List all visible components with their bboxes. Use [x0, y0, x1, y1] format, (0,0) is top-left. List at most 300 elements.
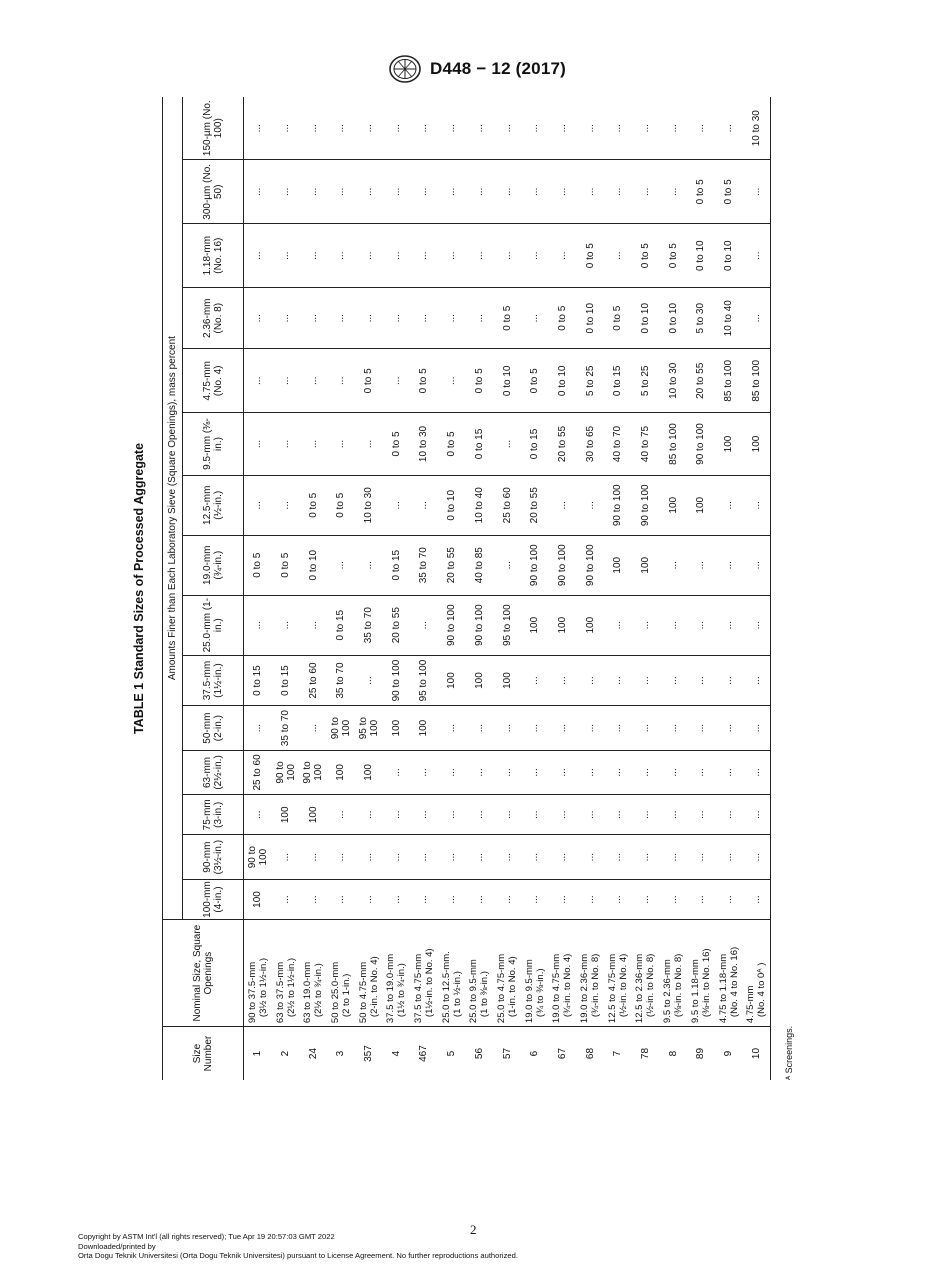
nominal-size-in: (No. 4 to 0ᴬ ) [756, 962, 768, 1018]
nominal-size-cell [355, 920, 383, 1027]
copyright-notice [78, 1232, 518, 1261]
nominal-size-header: Nominal Size, Square Openings [163, 920, 244, 1027]
size-number-cell: 67 [549, 1027, 577, 1080]
percent-cell: ... [244, 475, 272, 535]
table-row [410, 97, 438, 1080]
percent-cell: ... [363, 124, 375, 133]
percent-cell: ... [272, 475, 300, 535]
percent-cell: ... [521, 750, 549, 794]
nominal-size-in: (1½-in. to No. 4) [423, 948, 435, 1018]
table-row [604, 97, 632, 1080]
percent-cell: ... [299, 706, 327, 750]
percent-cell: ... [272, 224, 300, 288]
percent-cell: ... [382, 879, 410, 919]
nominal-size-mm: 50 to 25.0-mm [329, 961, 341, 1024]
sieve-header: 150-µm (No. 100) [183, 97, 244, 160]
percent-cell: 95 to 100 [355, 706, 383, 750]
percent-cell: 90 to 100 [244, 835, 272, 879]
percent-cell: 5 to 25 [632, 349, 660, 413]
percent-cell: ... [576, 475, 604, 535]
percent-cell: ... [493, 413, 521, 476]
percent-cell: ... [382, 835, 410, 879]
percent-cell: ... [632, 835, 660, 879]
percent-cell: ... [410, 795, 438, 835]
size-number-cell: 68 [576, 1027, 604, 1080]
percent-cell: ... [549, 795, 577, 835]
size-number-cell: 2 [272, 1027, 300, 1080]
percent-cell: 0 to 5 [327, 475, 355, 535]
page-number: 2 [470, 1222, 477, 1237]
page-header [388, 54, 566, 84]
aggregate-sizes-table [162, 97, 771, 1080]
percent-cell: ... [244, 706, 272, 750]
nominal-size-cell [604, 920, 632, 1027]
percent-cell: 90 to 100 [438, 595, 466, 655]
percent-cell: 0 to 5 [715, 160, 743, 224]
percent-cell: 100 [355, 750, 383, 794]
nominal-size-cell [382, 920, 410, 1027]
percent-cell: ... [521, 655, 549, 706]
percent-cell: ... [438, 224, 466, 288]
percent-cell: ... [742, 655, 770, 706]
percent-cell: ... [549, 224, 577, 288]
percent-cell: 0 to 5 [438, 413, 466, 476]
percent-cell: ... [715, 706, 743, 750]
percent-cell: 20 to 55 [687, 349, 715, 413]
percent-cell: ... [438, 160, 466, 224]
nominal-size-cell [632, 920, 660, 1027]
document-code: D448 − 12 (2017) [430, 59, 566, 78]
nominal-size-mm: 4.75 to 1.18-mm [717, 953, 729, 1024]
percent-cell: 90 to 100 [327, 706, 355, 750]
size-number-cell: 7 [604, 1027, 632, 1080]
percent-cell: ... [466, 795, 494, 835]
percent-cell: ... [446, 124, 458, 133]
percent-cell: 85 to 100 [715, 349, 743, 413]
percent-cell: ... [687, 535, 715, 595]
percent-cell: ... [549, 475, 577, 535]
nominal-size-in: (¾ to ⅜-in.) [534, 968, 546, 1018]
percent-cell: ... [410, 595, 438, 655]
percent-cell: ... [687, 595, 715, 655]
percent-cell: 25 to 60 [244, 750, 272, 794]
percent-cell: 90 to 100 [576, 535, 604, 595]
percent-cell: 5 to 30 [687, 288, 715, 349]
size-number-cell: 3 [327, 1027, 355, 1080]
percent-cell: 30 to 65 [576, 413, 604, 476]
percent-cell: ... [687, 706, 715, 750]
percent-cell: 35 to 70 [327, 655, 355, 706]
percent-cell: 100 [410, 706, 438, 750]
table-row [244, 97, 272, 1080]
size-number-cell: 10 [742, 1027, 770, 1080]
percent-cell: 0 to 5 [632, 224, 660, 288]
table-row [438, 97, 466, 1080]
percent-cell: ... [355, 413, 383, 476]
percent-cell: ... [327, 349, 355, 413]
table-row [659, 97, 687, 1080]
percent-cell: 0 to 5 [521, 349, 549, 413]
percent-cell: 100 [327, 750, 355, 794]
percent-cell: ... [549, 879, 577, 919]
nominal-size-mm: 19.0 to 4.75-mm [551, 953, 563, 1024]
nominal-size-cell [410, 920, 438, 1027]
nominal-size-mm: 12.5 to 4.75-mm [606, 953, 618, 1024]
percent-cell: ... [659, 706, 687, 750]
percent-cell: ... [327, 879, 355, 919]
percent-cell: ... [521, 288, 549, 349]
percent-cell: ... [659, 750, 687, 794]
percent-cell: 100 [493, 655, 521, 706]
percent-cell: ... [244, 795, 272, 835]
percent-cell: ... [466, 224, 494, 288]
percent-cell: 85 to 100 [742, 349, 770, 413]
percent-cell: 0 to 10 [493, 349, 521, 413]
sieve-header: 63-mm (2½-in.) [183, 750, 244, 794]
percent-cell: 90 to 100 [466, 595, 494, 655]
percent-cell: ... [493, 160, 521, 224]
percent-cell: ... [272, 349, 300, 413]
percent-cell: ... [659, 835, 687, 879]
percent-cell: ... [493, 706, 521, 750]
percent-cell: 0 to 5 [382, 413, 410, 476]
percent-cell: 85 to 100 [659, 413, 687, 476]
size-number-cell: 1 [244, 1027, 272, 1080]
percent-cell: ... [715, 835, 743, 879]
percent-cell: ... [604, 160, 632, 224]
percent-cell: ... [521, 706, 549, 750]
percent-cell: ... [438, 795, 466, 835]
nominal-size-cell [715, 920, 743, 1027]
table-row [299, 97, 327, 1080]
percent-cell: 0 to 15 [604, 349, 632, 413]
percent-cell: ... [493, 795, 521, 835]
percent-cell: ... [659, 655, 687, 706]
sieve-header: 75-mm (3-in.) [183, 795, 244, 835]
percent-cell: 40 to 85 [466, 535, 494, 595]
percent-cell: ... [659, 879, 687, 919]
percent-cell: ... [687, 835, 715, 879]
percent-cell: ... [639, 124, 651, 133]
percent-cell: ... [299, 595, 327, 655]
percent-cell: ... [252, 124, 264, 133]
nominal-size-mm: 19.0 to 2.36-mm [579, 953, 591, 1024]
percent-cell: 100 [549, 595, 577, 655]
percent-cell: ... [742, 750, 770, 794]
percent-cell: ... [382, 288, 410, 349]
table-row [521, 97, 549, 1080]
size-number-cell: 24 [299, 1027, 327, 1080]
nominal-size-mm: 25.0 to 4.75-mm [496, 953, 508, 1024]
percent-cell: ... [742, 835, 770, 879]
percent-cell: ... [549, 750, 577, 794]
percent-cell: ... [493, 835, 521, 879]
percent-cell: ... [335, 124, 347, 133]
nominal-size-mm: 37.5 to 4.75-mm [412, 953, 424, 1024]
nominal-size-in: (¾-in. to No. 4) [562, 953, 574, 1018]
percent-cell: ... [410, 288, 438, 349]
percent-cell: 0 to 10 [549, 349, 577, 413]
percent-cell: ... [327, 288, 355, 349]
percent-cell: ... [244, 224, 272, 288]
percent-cell: 100 [466, 655, 494, 706]
percent-cell: ... [604, 224, 632, 288]
sieve-header: 50-mm (2-in.) [183, 706, 244, 750]
percent-cell: 0 to 5 [493, 288, 521, 349]
percent-cell: ... [272, 835, 300, 879]
license-line: Orta Dogu Teknik Universitesi (Orta Dogu Teknik Universitesi) pursuant to License Agreement. No further reproductions authorized. [78, 1251, 518, 1261]
percent-cell: ... [272, 160, 300, 224]
percent-cell: ... [410, 835, 438, 879]
percent-cell: 0 to 15 [521, 413, 549, 476]
percent-cell: ... [466, 750, 494, 794]
sieve-header: 100-mm (4-in.) [183, 879, 244, 919]
percent-cell: ... [327, 413, 355, 476]
size-number-cell: 56 [466, 1027, 494, 1080]
percent-cell: 10 to 40 [715, 288, 743, 349]
nominal-size-in: (⅜-in. to No. 16) [700, 948, 712, 1018]
percent-cell: ... [327, 535, 355, 595]
percent-cell: ... [244, 160, 272, 224]
percent-cell: 0 to 5 [549, 288, 577, 349]
nominal-size-mm: 9.5 to 1.18-mm [689, 959, 701, 1024]
percent-cell: ... [632, 595, 660, 655]
nominal-size-in: (2½ to ¾-in.) [313, 963, 325, 1018]
table-row [715, 97, 743, 1080]
percent-cell: ... [244, 349, 272, 413]
nominal-size-cell [521, 920, 549, 1027]
percent-cell: ... [299, 879, 327, 919]
percent-cell: ... [466, 160, 494, 224]
percent-cell: ... [307, 124, 319, 133]
table-row [549, 97, 577, 1080]
nominal-size-mm: 50 to 4.75-mm [357, 961, 369, 1024]
percent-cell: 0 to 10 [715, 224, 743, 288]
percent-cell: ... [632, 706, 660, 750]
nominal-size-mm: 9.5 to 2.36-mm [662, 959, 674, 1024]
percent-cell: ... [576, 706, 604, 750]
sieve-header: 12.5-mm (½-in.) [183, 475, 244, 535]
nominal-size-cell [244, 920, 272, 1027]
percent-cell: ... [438, 750, 466, 794]
percent-cell: ... [659, 160, 687, 224]
percent-cell: 100 [687, 475, 715, 535]
percent-cell: 100 [576, 595, 604, 655]
percent-cell: ... [604, 835, 632, 879]
percent-cell: ... [604, 879, 632, 919]
percent-cell: ... [715, 595, 743, 655]
percent-cell: ... [632, 160, 660, 224]
nominal-size-mm: 63 to 19.0-mm [302, 961, 314, 1024]
percent-cell: 95 to 100 [493, 595, 521, 655]
percent-cell: ... [410, 750, 438, 794]
percent-cell: ... [438, 706, 466, 750]
nominal-size-cell [687, 920, 715, 1027]
nominal-size-cell [549, 920, 577, 1027]
percent-cell: ... [521, 795, 549, 835]
nominal-size-cell [327, 920, 355, 1027]
size-number-cell: 89 [687, 1027, 715, 1080]
percent-cell: ... [382, 349, 410, 413]
percent-cell: ... [687, 795, 715, 835]
percent-cell: ... [604, 655, 632, 706]
nominal-size-in: (1½ to ¾-in.) [396, 963, 408, 1018]
percent-cell: ... [438, 288, 466, 349]
percent-cell: ... [299, 835, 327, 879]
percent-cell: ... [659, 795, 687, 835]
percent-cell: ... [521, 835, 549, 879]
percent-cell: ... [556, 124, 568, 133]
percent-cell: ... [355, 879, 383, 919]
percent-cell: ... [299, 349, 327, 413]
sieve-header: 37.5-mm (1½-in.) [183, 655, 244, 706]
percent-cell: 10 to 30 [410, 413, 438, 476]
percent-cell: 10 to 30 [659, 349, 687, 413]
percent-cell: ... [632, 750, 660, 794]
percent-cell: 0 to 10 [299, 535, 327, 595]
percent-cell: ... [695, 124, 707, 133]
sieve-header: 25.0-mm (1-in.) [183, 595, 244, 655]
size-number-cell: 6 [521, 1027, 549, 1080]
percent-cell: 100 [272, 795, 300, 835]
percent-cell: 90 to 100 [272, 750, 300, 794]
sieve-header: 1.18-mm (No. 16) [183, 224, 244, 288]
nominal-size-mm: 25.0 to 9.5-mm [468, 959, 480, 1024]
percent-cell: 100 [382, 706, 410, 750]
percent-cell: 100 [742, 413, 770, 476]
size-number-cell: 467 [410, 1027, 438, 1080]
percent-cell: 0 to 10 [659, 288, 687, 349]
percent-cell: ... [382, 224, 410, 288]
size-number-cell: 5 [438, 1027, 466, 1080]
nominal-size-cell [659, 920, 687, 1027]
table-row [355, 97, 383, 1080]
percent-cell: ... [742, 879, 770, 919]
nominal-size-mm: 4.75-mm [745, 985, 757, 1024]
percent-cell: ... [299, 413, 327, 476]
percent-cell: ... [576, 835, 604, 879]
nominal-size-cell [299, 920, 327, 1027]
sieve-header: 19.0-mm (¾-in.) [183, 535, 244, 595]
nominal-size-in: (1-in. to No. 4) [507, 956, 519, 1018]
percent-cell: ... [355, 160, 383, 224]
percent-cell: ... [742, 224, 770, 288]
percent-cell: ... [521, 224, 549, 288]
percent-cell: ... [473, 124, 485, 133]
percent-cell: ... [742, 535, 770, 595]
percent-cell: ... [327, 224, 355, 288]
percent-cell: ... [438, 349, 466, 413]
percent-cell: 90 to 100 [299, 750, 327, 794]
percent-cell: 0 to 15 [327, 595, 355, 655]
percent-cell: ... [355, 835, 383, 879]
percent-cell: 10 to 40 [466, 475, 494, 535]
percent-cell: 90 to 100 [604, 475, 632, 535]
percent-cell: ... [529, 124, 541, 133]
percent-cell: ... [355, 535, 383, 595]
percent-cell: 0 to 10 [687, 224, 715, 288]
percent-cell: ... [521, 160, 549, 224]
percent-cell: ... [632, 879, 660, 919]
percent-cell: ... [410, 475, 438, 535]
percent-cell: ... [466, 835, 494, 879]
percent-cell: 25 to 60 [493, 475, 521, 535]
percent-cell: ... [244, 595, 272, 655]
percent-cell: ... [244, 413, 272, 476]
percent-cell: ... [327, 160, 355, 224]
percent-cell: 10 to 30 [750, 110, 762, 147]
table-row [493, 97, 521, 1080]
percent-cell: ... [576, 750, 604, 794]
size-number-cell: 4 [382, 1027, 410, 1080]
percent-cell: ... [715, 535, 743, 595]
nominal-size-cell [272, 920, 300, 1027]
percent-cell: 100 [659, 475, 687, 535]
percent-cell: ... [418, 124, 430, 133]
percent-cell: ... [355, 795, 383, 835]
nominal-size-in: (½-in. to No. 4) [617, 953, 629, 1018]
percent-cell: ... [410, 879, 438, 919]
size-number-header: Size Number [163, 1027, 244, 1080]
percent-cell: ... [576, 655, 604, 706]
percent-cell: ... [501, 124, 513, 133]
percent-cell: ... [493, 535, 521, 595]
percent-cell: 100 [604, 535, 632, 595]
percent-cell: ... [742, 595, 770, 655]
percent-cell: ... [715, 475, 743, 535]
percent-cell: ... [667, 124, 679, 133]
percent-cell: 0 to 10 [438, 475, 466, 535]
percent-cell: 0 to 5 [466, 349, 494, 413]
sieve-header: 90-mm (3½-in.) [183, 835, 244, 879]
percent-cell: 0 to 5 [576, 224, 604, 288]
header-row-1 [163, 97, 183, 1080]
percent-cell: ... [604, 595, 632, 655]
size-number-cell: 357 [355, 1027, 383, 1080]
sieve-header: 2.36-mm (No. 8) [183, 288, 244, 349]
percent-cell: ... [382, 795, 410, 835]
table-footnote: ᴬ Screenings. [784, 1025, 794, 1080]
percent-cell: ... [466, 288, 494, 349]
table-row [687, 97, 715, 1080]
percent-cell: 0 to 10 [632, 288, 660, 349]
percent-cell: 20 to 55 [521, 475, 549, 535]
percent-cell: ... [438, 879, 466, 919]
percent-cell: ... [715, 795, 743, 835]
percent-cell: 0 to 5 [299, 475, 327, 535]
nominal-size-cell [493, 920, 521, 1027]
percent-cell: ... [355, 224, 383, 288]
percent-cell: 100 [715, 413, 743, 476]
percent-cell: ... [382, 750, 410, 794]
percent-cell: 0 to 5 [687, 160, 715, 224]
nominal-size-mm: 90 to 37.5-mm [246, 961, 258, 1024]
percent-cell: ... [272, 288, 300, 349]
percent-cell: 0 to 15 [466, 413, 494, 476]
table-row [327, 97, 355, 1080]
percent-cell: 95 to 100 [410, 655, 438, 706]
percent-cell: ... [549, 655, 577, 706]
percent-cell: 40 to 75 [632, 413, 660, 476]
percent-cell: ... [272, 879, 300, 919]
percent-cell: 0 to 5 [659, 224, 687, 288]
percent-cell: ... [659, 595, 687, 655]
percent-cell: ... [632, 795, 660, 835]
percent-cell: ... [659, 535, 687, 595]
table-row [742, 97, 770, 1080]
nominal-size-mm: 63 to 37.5-mm [274, 961, 286, 1024]
table-title: TABLE 1 Standard Sizes of Processed Aggregate [132, 442, 146, 735]
